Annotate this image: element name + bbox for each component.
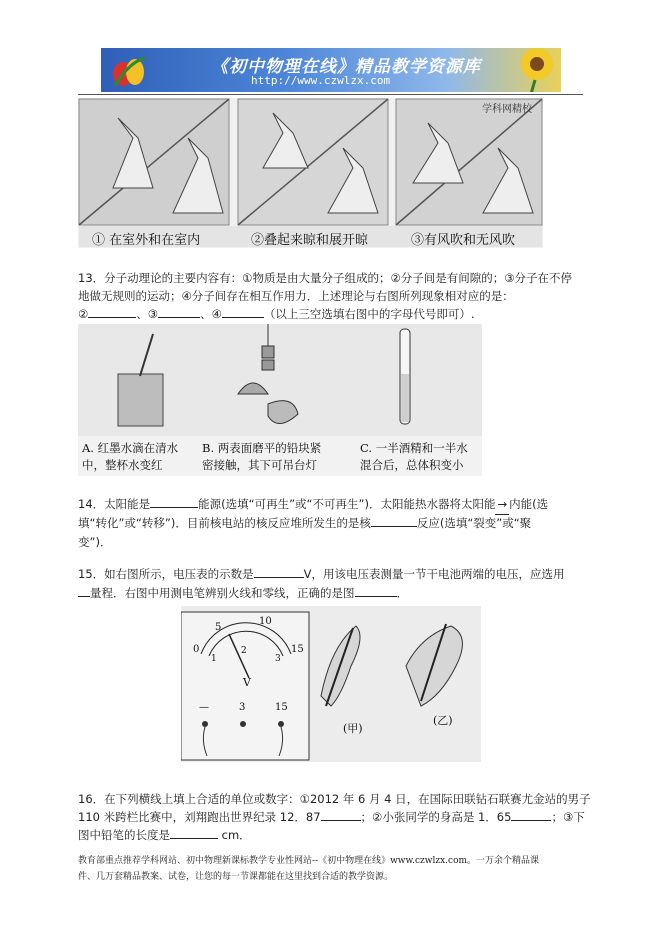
- q15-blank-3[interactable]: [355, 584, 397, 597]
- figure-voltmeter: [181, 606, 481, 762]
- q15-line1: [78, 565, 565, 584]
- q14-line2: [78, 514, 531, 533]
- caption-b-line2: 密接触，其下可吊台灯: [202, 458, 317, 472]
- q13-label-4: 、④: [200, 307, 222, 321]
- banner-title: 《初中物理在线》精品教学资源库: [211, 57, 481, 77]
- label-yi: (乙): [433, 714, 453, 727]
- caption-a-line2: 中，整杯水变红: [82, 458, 163, 472]
- q13-note: （以上三空选填右图中的字母代号即可）.: [263, 307, 475, 321]
- unit-v: V: [243, 676, 251, 689]
- q14-line3: 变”)．: [78, 535, 112, 549]
- q14-arrow: →: [497, 497, 508, 511]
- terminal-3: 3: [239, 702, 246, 713]
- q15-text-c: 量程．右图中用测电笔辨别火线和零线，正确的是图: [90, 586, 355, 600]
- q14-text-a: 14．太阳能是: [78, 497, 151, 511]
- watermark-text: 学科网精校: [482, 104, 532, 115]
- clothes-illustration: [78, 98, 543, 248]
- q13-blank-1[interactable]: [88, 305, 136, 318]
- caption-1: ① 在室外和在室内: [92, 233, 201, 248]
- q16-text-c: ；③下: [551, 810, 585, 824]
- banner-url: http://www.czwlzx.com: [251, 74, 391, 87]
- scale-1: 1: [211, 654, 217, 664]
- q15-text-a: 15．如右图所示，电压表的示数是: [78, 567, 254, 581]
- scale-0: 0: [193, 644, 200, 655]
- q16-blank-2[interactable]: [511, 808, 551, 821]
- q14-text-e: 反应(选填“裂变”或“聚: [416, 516, 532, 530]
- q16-blank-1[interactable]: [321, 808, 361, 821]
- q14-arrow-blank[interactable]: [495, 495, 509, 515]
- q16-text-d: 图中铅笔的长度是: [78, 828, 170, 842]
- q14-text-d: 填“转化”或“转移”)．目前核电站的核反应堆所发生的是核: [78, 516, 371, 530]
- q15-blank-2[interactable]: [78, 584, 90, 597]
- q14-line1: [78, 495, 548, 515]
- caption-a-line1: A. 红墨水滴在清水: [82, 441, 179, 455]
- q16-blank-3[interactable]: [170, 826, 218, 839]
- caption-2: ②叠起来晾和展开晾: [251, 233, 369, 248]
- q13-line3: [78, 305, 475, 324]
- q16-text-b: ；②小张同学的身高是 1．65: [360, 810, 512, 824]
- footer: [78, 853, 588, 885]
- logo-icon: [109, 52, 149, 88]
- q14-text-c: 内能(选: [509, 497, 549, 511]
- q13-label-2: ②: [78, 307, 89, 321]
- q13-line1: 13．分子动理论的主要内容有：①物质是由大量分子组成的；②分子间是有间隙的；③分子在不停: [78, 271, 573, 285]
- caption-3: ③有风吹和无风吹: [411, 233, 516, 248]
- scale-10: 10: [259, 616, 272, 627]
- q15-text-b: V，用该电压表测量一节干电池两端的电压，应选用: [303, 567, 565, 581]
- q13-line2: 地做无规则的运动；④分子间存在相互作用力．上述理论与右图所列现象相对应的是：: [78, 289, 514, 303]
- q14-blank-2[interactable]: [371, 514, 417, 527]
- q15-text-d: ．: [396, 586, 408, 600]
- sunflower-icon: [513, 48, 557, 92]
- label-jia: (甲): [343, 722, 363, 735]
- caption-c-line2: 混合后，总体积变小: [360, 458, 464, 472]
- caption-c-line1: C. 一半酒精和一半水: [360, 441, 468, 455]
- terminal-neg: —: [199, 702, 209, 713]
- q13-label-3: 、③: [136, 307, 159, 321]
- q16-text-e: cm．: [218, 828, 251, 842]
- scale-2: 2: [241, 646, 247, 656]
- header-rule: [78, 94, 583, 95]
- q14-blank-1[interactable]: [150, 495, 198, 508]
- q16-line2: [78, 808, 585, 827]
- q16-text-a: 110 米跨栏比赛中，刘翔跑出世界纪录 12．87: [78, 810, 321, 824]
- figure-clothes-drying: [78, 98, 543, 248]
- q14-text-b: 能源(选填“可再生”或“不可再生”)．太阳能热水器将太阳能: [198, 497, 496, 511]
- scale-15: 15: [291, 644, 304, 655]
- scale-5: 5: [215, 622, 222, 633]
- q15-line2: [78, 584, 408, 603]
- footer-line1: 教育部重点推荐学科网站、初中物理新课标教学专业性网站--《初中物理在线》www.czwlzx.com。一万余个精品课: [78, 856, 540, 866]
- header-banner: [101, 48, 561, 92]
- q13-blank-2[interactable]: [158, 305, 200, 318]
- footer-line2: 件、几万套精品教案、试卷，让您的每一节课都能在这里找到合适的教学资源。: [78, 872, 394, 882]
- q15-blank-1[interactable]: [254, 565, 304, 578]
- figure-molecular-phenomena: [78, 324, 482, 476]
- terminal-15: 15: [275, 702, 288, 713]
- voltmeter-illustration: [181, 606, 481, 762]
- q16-line1: 16．在下列横线上填上合适的单位或数字：①2012 年 6 月 4 日，在国际田联钻石联赛尤金站的男子: [78, 792, 591, 806]
- q16-line3: [78, 826, 251, 845]
- caption-b-line1: B. 两表面磨平的铅块紧: [202, 441, 322, 455]
- scale-3: 3: [275, 654, 281, 664]
- q13-blank-3[interactable]: [222, 305, 264, 318]
- phenomena-illustration: [78, 324, 482, 436]
